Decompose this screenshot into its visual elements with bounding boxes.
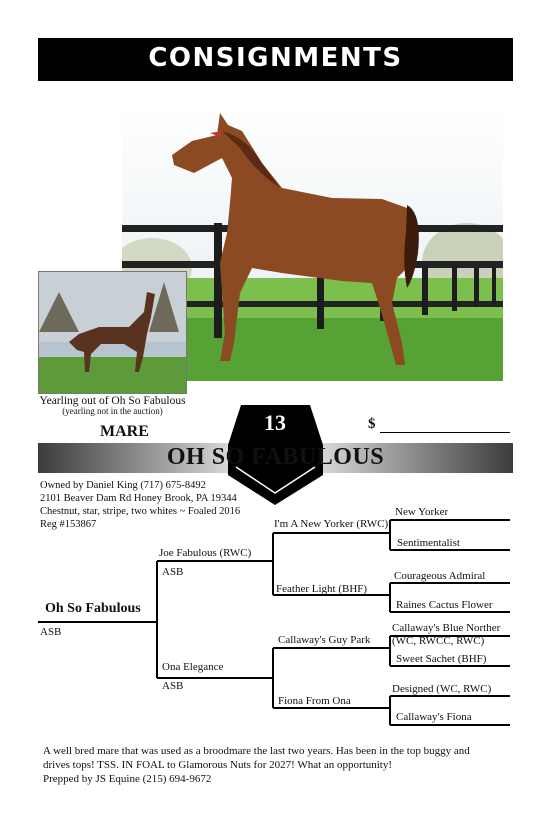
hip-number: 13 [264, 410, 286, 435]
pedigree-sire-sire: I'm A New Yorker (RWC) [274, 518, 389, 530]
pedigree-sire: Joe Fabulous (RWC) [159, 547, 252, 559]
pedigree-gg1: New Yorker [395, 506, 449, 518]
registration-line: Reg #153867 [40, 519, 97, 530]
pedigree-gg5-titles: (WC, RWCC, RWC) [392, 635, 485, 647]
horse-name: OH SO FABULOUS [166, 444, 385, 470]
pedigree-gg5: Callaway's Blue Norther [392, 622, 501, 634]
pedigree-sire-breed: ASB [162, 566, 184, 578]
pedigree-gg8: Callaway's Fiona [396, 711, 472, 723]
lot-type-label: MARE [100, 423, 149, 440]
description-text-line2: drives tops! TSS. IN FOAL to Glamorous Nuts for 2027! What an opportunity! [43, 759, 393, 771]
address-line: 2101 Beaver Dam Rd Honey Brook, PA 19344 [40, 493, 237, 504]
pedigree-subject-breed: ASB [40, 626, 62, 638]
price-symbol: $ [368, 416, 376, 432]
page-title: CONSIGNMENTS [148, 43, 403, 73]
pedigree-gg4: Raines Cactus Flower [396, 599, 493, 611]
pedigree-gg6: Sweet Sachet (BHF) [396, 653, 487, 665]
pedigree-dam-sire: Callaway's Guy Park [278, 634, 371, 646]
pedigree-gg2: Sentimentalist [397, 537, 460, 549]
pedigree-gg3: Courageous Admiral [394, 570, 486, 582]
pedigree-dam: Ona Elegance [162, 661, 224, 673]
pedigree-sire-dam: Feather Light (BHF) [276, 583, 368, 595]
inset-subcaption: (yearling not in the auction) [62, 406, 163, 416]
description-line: Chestnut, star, stripe, two whites ~ Foaled 2016 [40, 506, 241, 517]
description-text-line3: Prepped by JS Equine (215) 694-9672 [43, 773, 212, 785]
pedigree-dam-breed: ASB [162, 680, 184, 692]
pedigree-subject-name: Oh So Fabulous [45, 601, 141, 616]
pedigree-gg7: Designed (WC, RWC) [392, 683, 492, 695]
pedigree-dam-dam: Fiona From Ona [278, 695, 351, 707]
inset-caption: Yearling out of Oh So Fabulous [39, 395, 186, 407]
description-text-line1: A well bred mare that was used as a broodmare the last two years. Has been in the top buggy and [43, 745, 470, 757]
owner-line: Owned by Daniel King (717) 675-8492 [40, 480, 206, 491]
